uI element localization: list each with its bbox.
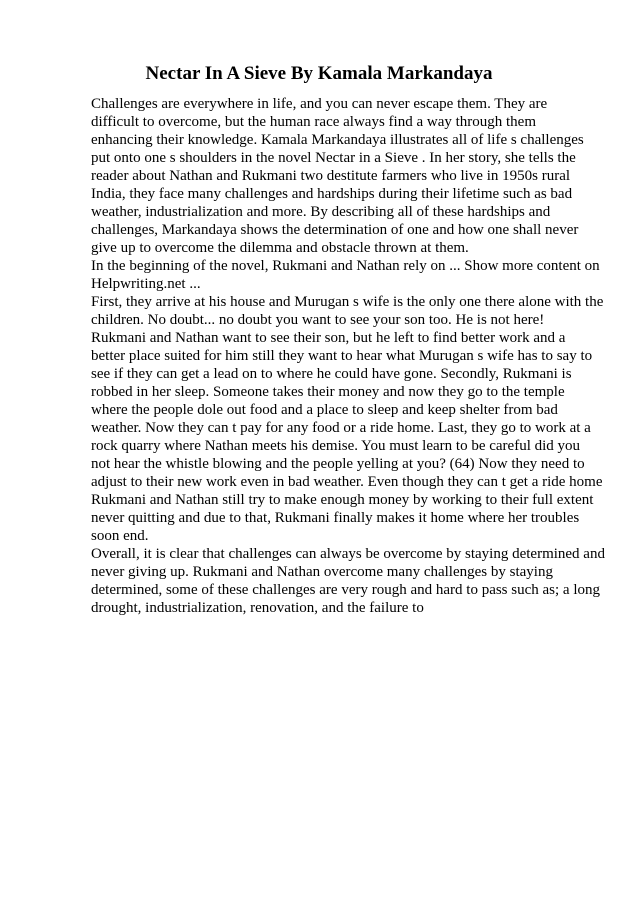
text-line: Challenges are everywhere in life, and you can never escape them. They are <box>91 96 548 112</box>
text-line: adjust to their new work even in bad weather. Even though they can t get a ride home <box>91 474 603 490</box>
text-line: enhancing their knowledge. Kamala Markandaya illustrates all of life s challenges <box>91 132 584 148</box>
text-line: put onto one s shoulders in the novel Nectar in a Sieve . In her story, she tells the <box>91 150 576 166</box>
text-line: never quitting and due to that, Rukmani finally makes it home where her troubles <box>91 510 580 526</box>
text-line: drought, industrialization, renovation, and the failure to <box>91 600 424 616</box>
text-line: give up to overcome the dilemma and obstacle thrown at them. <box>91 240 469 256</box>
body-paragraph <box>91 257 611 293</box>
text-line: difficult to overcome, but the human race always find a way through them <box>91 114 537 130</box>
text-line: children. No doubt... no doubt you want to see your son too. He is not here! <box>91 312 545 328</box>
text-line: Rukmani and Nathan still try to make enough money by working to their full extent <box>91 492 594 508</box>
document-body <box>91 95 611 617</box>
text-line: determined, some of these challenges are very rough and hard to pass such as; a long <box>91 582 601 598</box>
body-paragraph <box>91 95 611 257</box>
text-line: soon end. <box>91 528 149 544</box>
text-line: First, they arrive at his house and Murugan s wife is the only one there alone with the <box>91 294 604 310</box>
text-line: rock quarry where Nathan meets his demise. You must learn to be careful did you <box>91 438 581 454</box>
text-line: weather. Now they can t pay for any food or a ride home. Last, they go to work at a <box>91 420 591 436</box>
body-paragraph <box>91 293 611 545</box>
text-line: where the people dole out food and a place to sleep and keep shelter from bad <box>91 402 558 418</box>
text-line: robbed in her sleep. Someone takes their money and now they go to the temple <box>91 384 565 400</box>
document-title: Nectar In A Sieve By Kamala Markandaya <box>145 63 493 84</box>
text-line: In the beginning of the novel, Rukmani and Nathan rely on ... Show more content on <box>91 258 600 274</box>
text-line: challenges, Markandaya shows the determination of one and how one shall never <box>91 222 579 238</box>
text-line: better place suited for him still they want to hear what Murugan s wife has to say to <box>91 348 593 364</box>
text-line: India, they face many challenges and hardships during their lifetime such as bad <box>91 186 573 202</box>
body-paragraph <box>91 545 611 617</box>
text-line: not hear the whistle blowing and the people yelling at you? (64) Now they need to <box>91 456 585 472</box>
text-line: Helpwriting.net ... <box>91 276 201 292</box>
text-line: never giving up. Rukmani and Nathan overcome many challenges by staying <box>91 564 553 580</box>
text-line: Overall, it is clear that challenges can always be overcome by staying determined and <box>91 546 605 562</box>
text-line: Rukmani and Nathan want to see their son, but he left to find better work and a <box>91 330 566 346</box>
text-line: see if they can get a lead on to where he could have gone. Secondly, Rukmani is <box>91 366 572 382</box>
text-line: reader about Nathan and Rukmani two destitute farmers who live in 1950s rural <box>91 168 571 184</box>
text-line: weather, industrialization and more. By describing all of these hardships and <box>91 204 551 220</box>
